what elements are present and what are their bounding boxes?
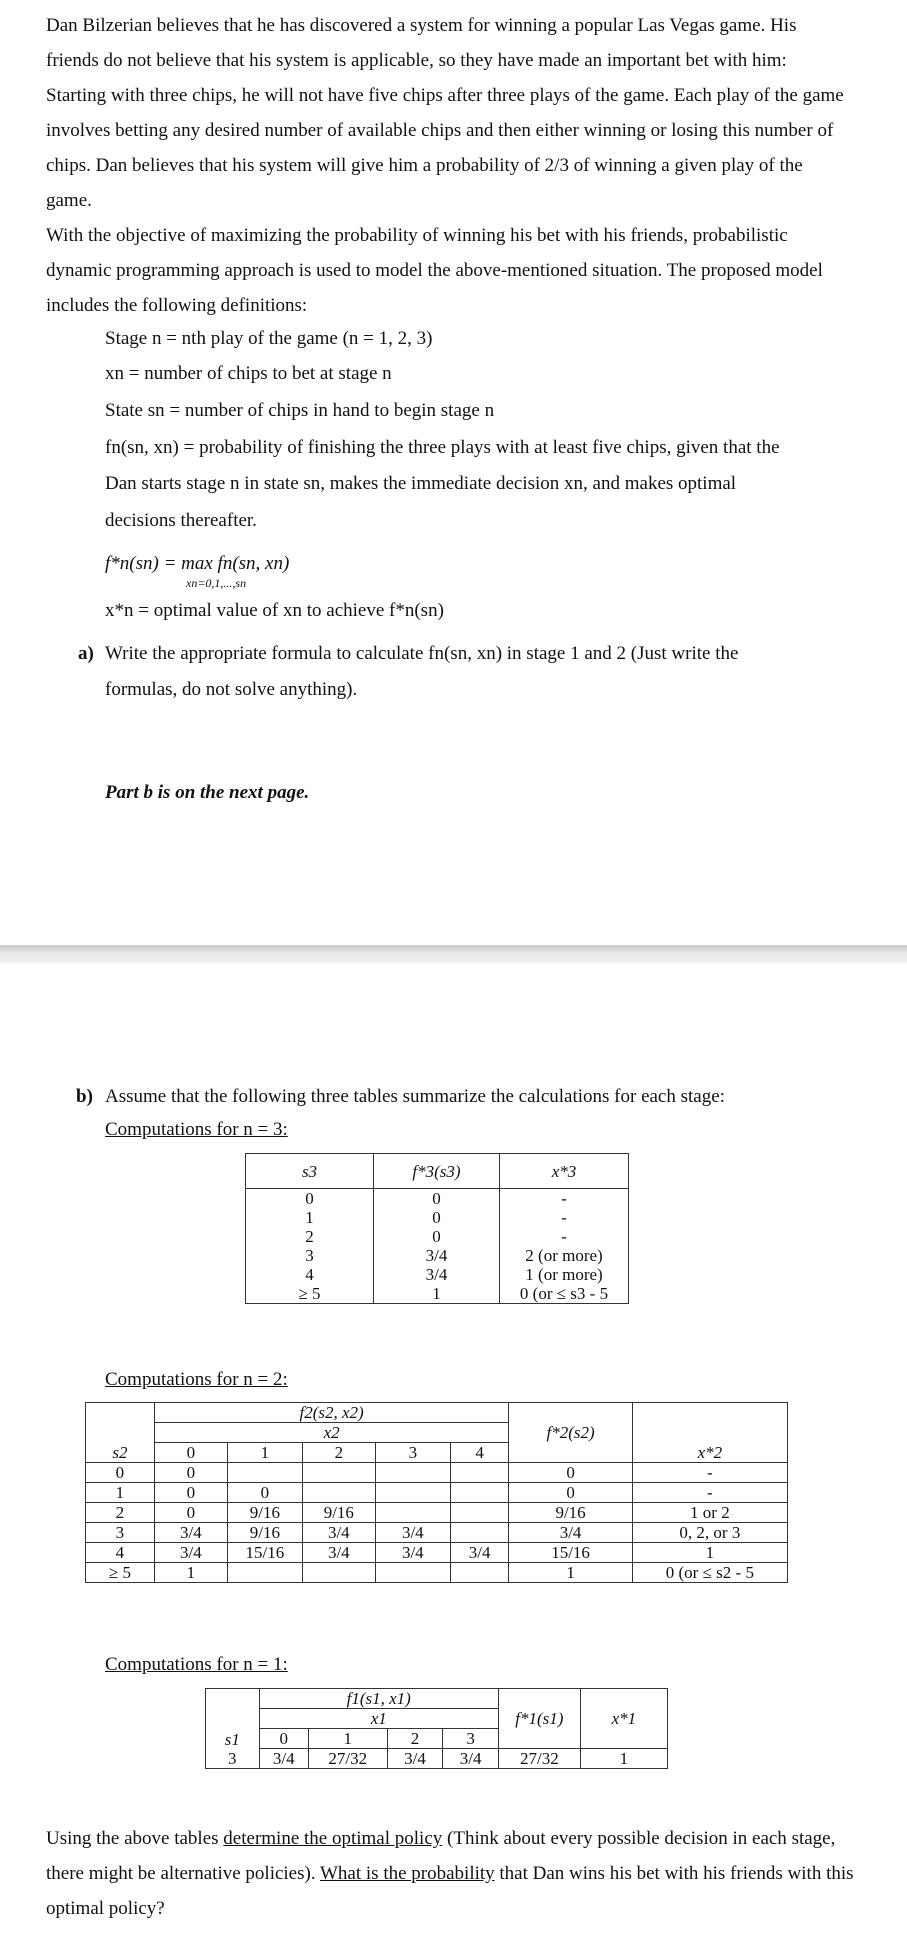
def-fn-line3: decisions thereafter.: [105, 510, 257, 531]
table-n2-cell: -: [632, 1483, 787, 1503]
table-n2-decision-2: 2: [302, 1443, 375, 1463]
table-n2-state-cell: 4: [86, 1543, 155, 1563]
intro-paragraph-1: Dan Bilzerian believes that he has discovered a system for winning a popular Las Vegas game. His friends do not believe that his system is applicable, so they have made an important bet with him: Starting with three chips, he will not have five chips after three plays of the game. Each play of the game involves betting any desired number of available chips and then either winning or losing this number of chips. Dan believes that his system will give him a probability of 2/3 of winning a given play of the game.: [46, 15, 844, 211]
table-n3-cell: -: [500, 1208, 629, 1227]
table-n2-decision-1: 1: [227, 1443, 302, 1463]
table-n2-cell: 1: [509, 1563, 632, 1583]
table-n1-cell: 27/32: [308, 1749, 387, 1769]
table-n3-cell: 3: [246, 1246, 374, 1265]
closing-text-4: that Dan wins his bet with his: [494, 1863, 726, 1884]
table-n3-cell: 0: [374, 1208, 500, 1227]
table-n2-state-cell: 2: [86, 1503, 155, 1523]
table-n2-cell: 1: [154, 1563, 227, 1583]
table-n2-row: [86, 1563, 788, 1583]
part-a-label: a): [78, 643, 94, 664]
table-n2-row: [86, 1503, 788, 1523]
part-a-line1: Write the appropriate formula to calculate fn(sn, xn) in stage 1 and 2 (Just write the: [105, 643, 739, 664]
table-n1-cell: 3/4: [259, 1749, 308, 1769]
table-n3-row: [246, 1227, 629, 1246]
closing-text-5: friends with this optimal policy?: [46, 1863, 854, 1919]
table-n1-decision-2: 2: [387, 1729, 443, 1749]
table-n2-state-cell: 3: [86, 1523, 155, 1543]
table-n2-cell: 15/16: [509, 1543, 632, 1563]
table-n3-row: [246, 1284, 629, 1304]
table-n3-cell: 0 (or ≤ s3 - 5: [500, 1284, 629, 1304]
closing-text-3: stage, there might be alternative policies).: [46, 1828, 836, 1884]
closing-underline-1: determine the optimal policy: [223, 1828, 443, 1849]
table-n2-cell: 3/4: [375, 1543, 450, 1563]
heading-n3: Computations for n = 3:: [105, 1119, 288, 1140]
table-n3-cell: 2: [246, 1227, 374, 1246]
table-n2-cell: 0 (or ≤ s2 - 5: [632, 1563, 787, 1583]
table-n2-cell: [302, 1463, 375, 1483]
table-n2-cell: 9/16: [302, 1503, 375, 1523]
table-n2-row: [86, 1543, 788, 1563]
table-n3: [245, 1153, 629, 1304]
table-n2-decision-3: 3: [375, 1443, 450, 1463]
table-n2-decision-4: 4: [450, 1443, 509, 1463]
table-n2-cell: [227, 1563, 302, 1583]
table-n3-cell: 3/4: [374, 1265, 500, 1284]
table-n3-row: [246, 1208, 629, 1227]
table-n2-cell: 9/16: [509, 1503, 632, 1523]
table-n1-decision-0: 0: [259, 1729, 308, 1749]
def-fn-line2: Dan starts stage n in state sn, makes the immediate decision xn, and makes optimal: [105, 473, 737, 494]
table-n2-group-header: f2(s2, x2): [154, 1403, 509, 1423]
table-n2-header-fstar: f*2(s2): [509, 1403, 632, 1463]
table-n2: [85, 1402, 788, 1583]
table-n2-cell: 9/16: [227, 1503, 302, 1523]
table-n2-cell: [450, 1463, 509, 1483]
table-n2-row: [86, 1463, 788, 1483]
table-n2-cell: 1: [632, 1543, 787, 1563]
closing-text-1: Using the above tables: [46, 1828, 224, 1849]
table-n1-cell: 1: [580, 1749, 667, 1769]
table-n3-header-fstar: f*3(s3): [374, 1154, 500, 1189]
table-n3-cell: 3/4: [374, 1246, 500, 1265]
table-n3-row: [246, 1246, 629, 1265]
table-n2-sub-header: x2: [154, 1423, 509, 1443]
table-n2-state-cell: 1: [86, 1483, 155, 1503]
table-n2-cell: 0: [509, 1463, 632, 1483]
table-n2-state-cell: ≥ 5: [86, 1563, 155, 1583]
table-n2-cell: [450, 1563, 509, 1583]
part-b-text: Assume that the following three tables summarize the calculations for each stage:: [105, 1086, 725, 1107]
table-n2-cell: 9/16: [227, 1523, 302, 1543]
table-n3-cell: 0: [246, 1189, 374, 1209]
closing-underline-2: What is the probability: [320, 1863, 495, 1884]
table-n2-cell: 3/4: [509, 1523, 632, 1543]
table-n3-row: [246, 1265, 629, 1284]
table-n1-state-cell: 3: [206, 1749, 260, 1769]
def-fstar-formula: f*n(sn) = max fn(sn, xn): [105, 553, 290, 574]
table-n1-group-header: f1(s1, x1): [259, 1689, 498, 1709]
part-a-line2: formulas, do not solve anything).: [105, 679, 358, 700]
table-n2-cell: [375, 1463, 450, 1483]
table-n3-cell: 4: [246, 1265, 374, 1284]
question-page-2: [0, 963, 907, 1952]
table-n3-cell: 1 (or more): [500, 1265, 629, 1284]
def-xn: xn = number of chips to bet at stage n: [105, 363, 392, 384]
intro-paragraph-2: With the objective of maximizing the probability of winning his bet with his friends, probabilistic dynamic programming approach is used to model the above-mentioned situation. The proposed model includes the following definitions:: [46, 225, 823, 316]
table-n2-cell: 3/4: [375, 1523, 450, 1543]
table-n2-cell: [375, 1563, 450, 1583]
table-n3-header-state: s3: [246, 1154, 374, 1189]
table-n2-cell: 0: [509, 1483, 632, 1503]
table-n2-cell: [375, 1483, 450, 1503]
part-b-label: b): [76, 1086, 93, 1107]
def-xstar: x*n = optimal value of xn to achieve f*n(sn): [105, 600, 444, 621]
table-n1-cell: 3/4: [443, 1749, 499, 1769]
table-n2-header-state: s2: [86, 1403, 155, 1463]
heading-n2: Computations for n = 2:: [105, 1369, 288, 1390]
table-n2-cell: 0: [154, 1503, 227, 1523]
table-n1-decision-3: 3: [443, 1729, 499, 1749]
table-n3-row: [246, 1189, 629, 1209]
question-page-1: [0, 0, 907, 945]
table-n2-cell: [375, 1503, 450, 1523]
closing-question: [46, 1821, 876, 1926]
table-n2-cell: 3/4: [302, 1523, 375, 1543]
table-n2-cell: 3/4: [302, 1543, 375, 1563]
table-n2-header-xstar: x*2: [632, 1403, 787, 1463]
table-n3-cell: 1: [246, 1208, 374, 1227]
table-n1-header-state: s1: [206, 1689, 260, 1749]
table-n3-header-xstar: x*3: [500, 1154, 629, 1189]
page-separator: [0, 945, 907, 963]
heading-n1: Computations for n = 1:: [105, 1654, 288, 1675]
table-n2-cell: [450, 1483, 509, 1503]
table-n1-row: [206, 1749, 668, 1769]
table-n2-cell: 3/4: [154, 1523, 227, 1543]
def-fstar-subscript: xn=0,1,...,sn: [186, 576, 247, 590]
table-n1: [205, 1688, 668, 1769]
def-fn-line1: fn(sn, xn) = probability of finishing the three plays with at least five chips, given that the: [105, 437, 780, 458]
table-n3-cell: 1: [374, 1284, 500, 1304]
table-n2-state-cell: 0: [86, 1463, 155, 1483]
table-n1-sub-header: x1: [259, 1709, 498, 1729]
def-stage: Stage n = nth play of the game (n = 1, 2, 3): [105, 328, 433, 349]
table-n2-cell: 3/4: [450, 1543, 509, 1563]
table-n2-cell: 0: [227, 1483, 302, 1503]
table-n3-cell: ≥ 5: [246, 1284, 374, 1304]
table-n3-cell: 2 (or more): [500, 1246, 629, 1265]
table-n2-cell: 15/16: [227, 1543, 302, 1563]
def-state: State sn = number of chips in hand to begin stage n: [105, 400, 495, 421]
table-n2-cell: [227, 1463, 302, 1483]
table-n2-cell: [302, 1563, 375, 1583]
closing-text-2: (Think about every possible decision in each: [442, 1828, 787, 1849]
table-n2-cell: [302, 1483, 375, 1503]
table-n2-decision-0: 0: [154, 1443, 227, 1463]
table-n3-cell: 0: [374, 1189, 500, 1209]
table-n2-cell: -: [632, 1463, 787, 1483]
table-n2-cell: 0: [154, 1483, 227, 1503]
table-n2-cell: 0, 2, or 3: [632, 1523, 787, 1543]
next-page-note: Part b is on the next page.: [105, 782, 310, 803]
table-n3-cell: -: [500, 1227, 629, 1246]
table-n2-cell: 0: [154, 1463, 227, 1483]
table-n2-row: [86, 1523, 788, 1543]
table-n2-row: [86, 1483, 788, 1503]
table-n1-decision-1: 1: [308, 1729, 387, 1749]
table-n2-cell: [450, 1523, 509, 1543]
table-n2-cell: 1 or 2: [632, 1503, 787, 1523]
table-n1-cell: 3/4: [387, 1749, 443, 1769]
table-n1-header-fstar: f*1(s1): [498, 1689, 580, 1749]
table-n2-cell: [450, 1503, 509, 1523]
table-n1-cell: 27/32: [498, 1749, 580, 1769]
table-n3-cell: 0: [374, 1227, 500, 1246]
table-n2-cell: 3/4: [154, 1543, 227, 1563]
table-n3-cell: -: [500, 1189, 629, 1209]
table-n1-header-xstar: x*1: [580, 1689, 667, 1749]
